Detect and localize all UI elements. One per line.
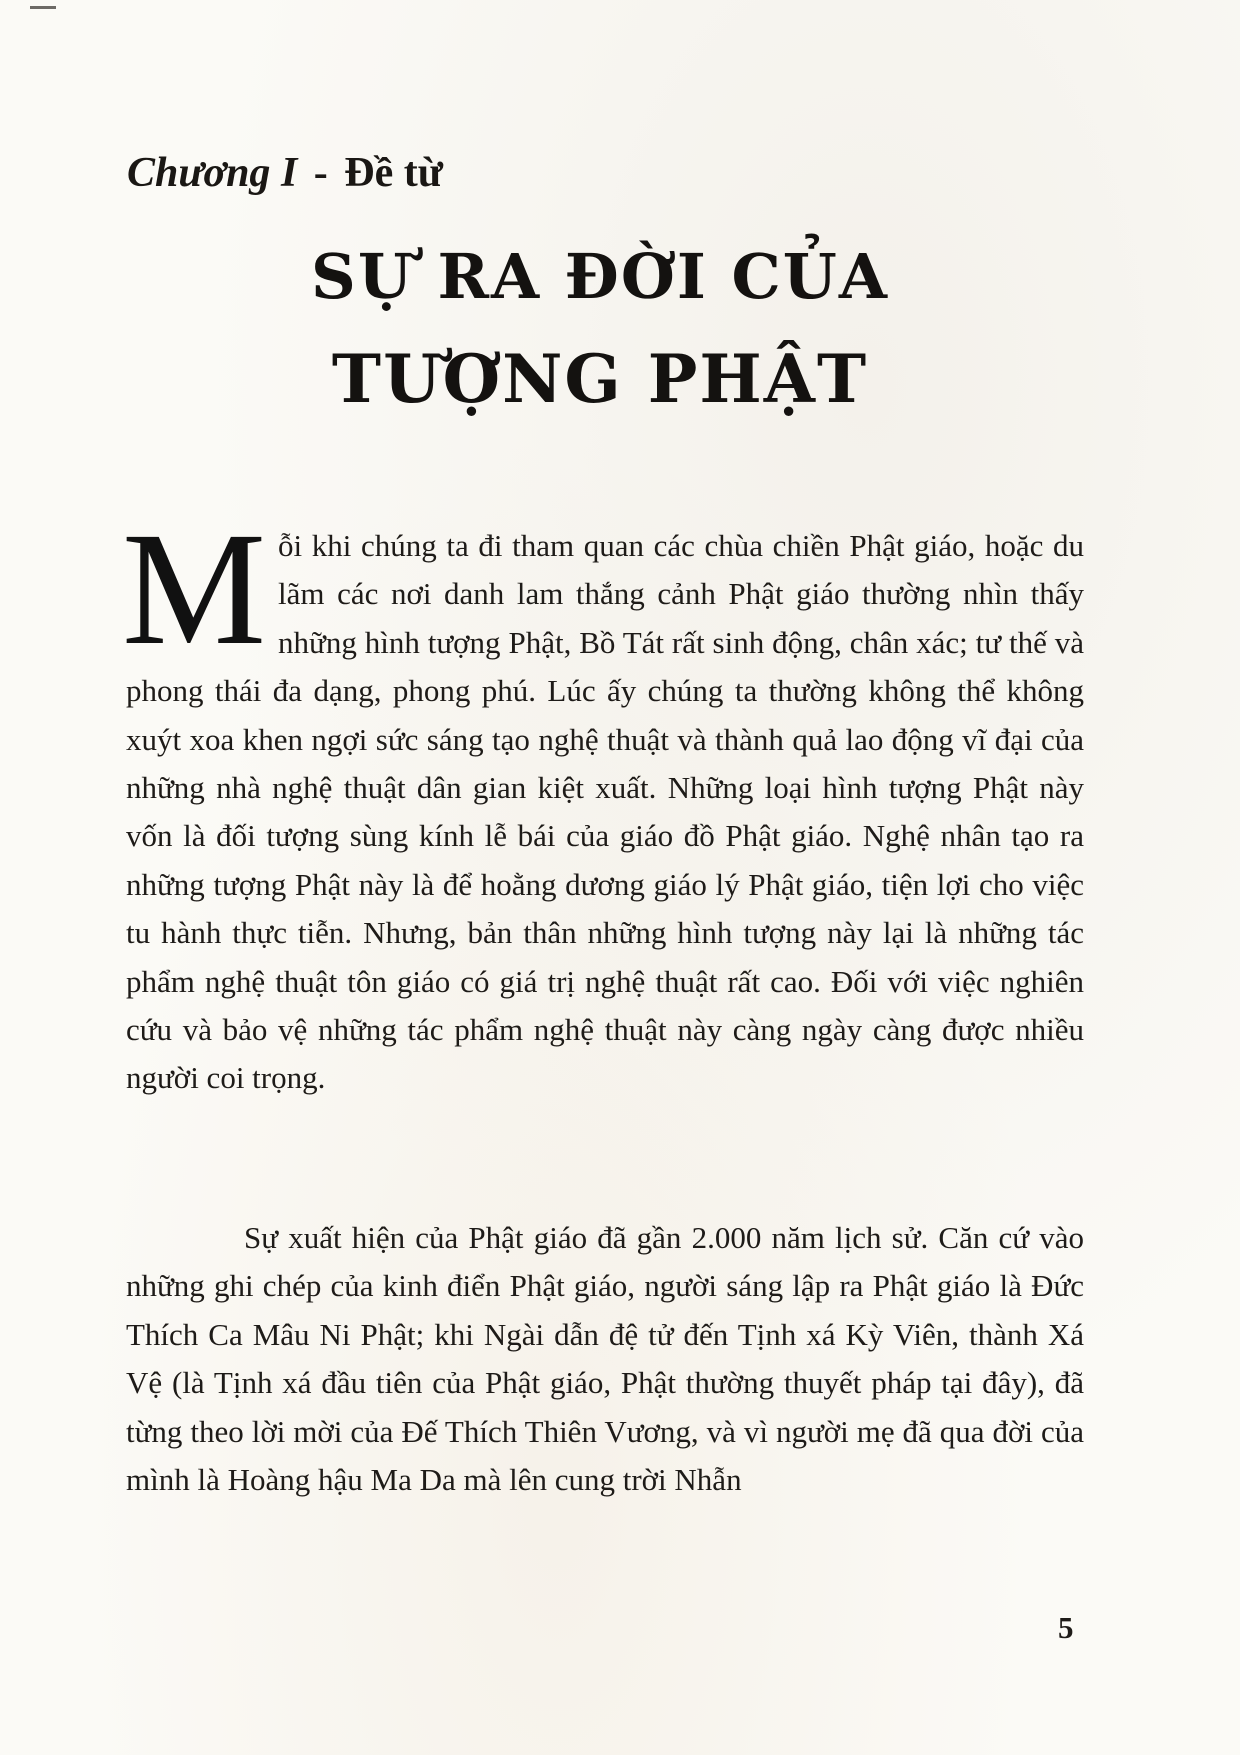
- chapter-heading: [127, 148, 443, 198]
- scan-edge-mark: [30, 6, 56, 9]
- chapter-number: I: [280, 150, 298, 196]
- paragraph-1: [122, 500, 1084, 1103]
- drop-cap: M: [122, 500, 267, 679]
- title-line-1: SỰ RA ĐỜI CỦA: [311, 240, 889, 313]
- chapter-separator: -: [313, 150, 328, 196]
- chapter-label: Chương: [127, 150, 271, 196]
- paragraph-2: Sự xuất hiện của Phật giáo đã gần 2.000 năm lịch sử. Căn cứ vào những ghi chép của kinh điển Phật giáo, người sáng lập ra Phật giáo là Đức Thích Ca Mâu Ni Phật; khi Ngài dẫn đệ tử đến Tịnh xá Kỳ Viên, thành Xá Vệ (là Tịnh xá đầu tiên của Phật giáo, Phật thường thuyết pháp tại đây), đã từng theo lời mời của Đế Thích Thiên Vương, và vì người mẹ đã qua đời của mình là Hoàng hậu Ma Da mà lên cung trời Nhẫn: [126, 1220, 1084, 1498]
- title-line-2: TƯỢNG PHẬT: [331, 340, 869, 418]
- paragraph-1-text: ỗi khi chúng ta đi tham quan các chùa chiền Phật giáo, hoặc du lãm các nơi danh lam thắng cảnh Phật giáo thường nhìn thấy những hình tượng Phật, Bồ Tát rất sinh động, chân xác; tư thế và phong thái đa dạng, phong phú. Lúc ấy chúng ta thường không thể không xuýt xoa khen ngợi sức sáng tạo nghệ thuật và thành quả lao động vĩ đại của những nhà nghệ thuật dân gian kiệt xuất. Những loại hình tượng Phật này vốn là đối tượng sùng kính lễ bái của giáo đồ Phật giáo. Nghệ nhân tạo ra những tượng Phật này là để hoằng dương giáo lý Phật giáo, tiện lợi cho việc tu hành thực tiễn. Nhưng, bản thân những hình tượng này lại là những tác phẩm nghệ thuật tôn giáo có giá trị nghệ thuật rất cao. Đối với việc nghiên cứu và bảo vệ những tác phẩm nghệ thuật này càng ngày càng được nhiều người coi trọng.: [126, 528, 1084, 1096]
- chapter-topic: Đề từ: [344, 150, 443, 196]
- page-number: 5: [1058, 1610, 1074, 1645]
